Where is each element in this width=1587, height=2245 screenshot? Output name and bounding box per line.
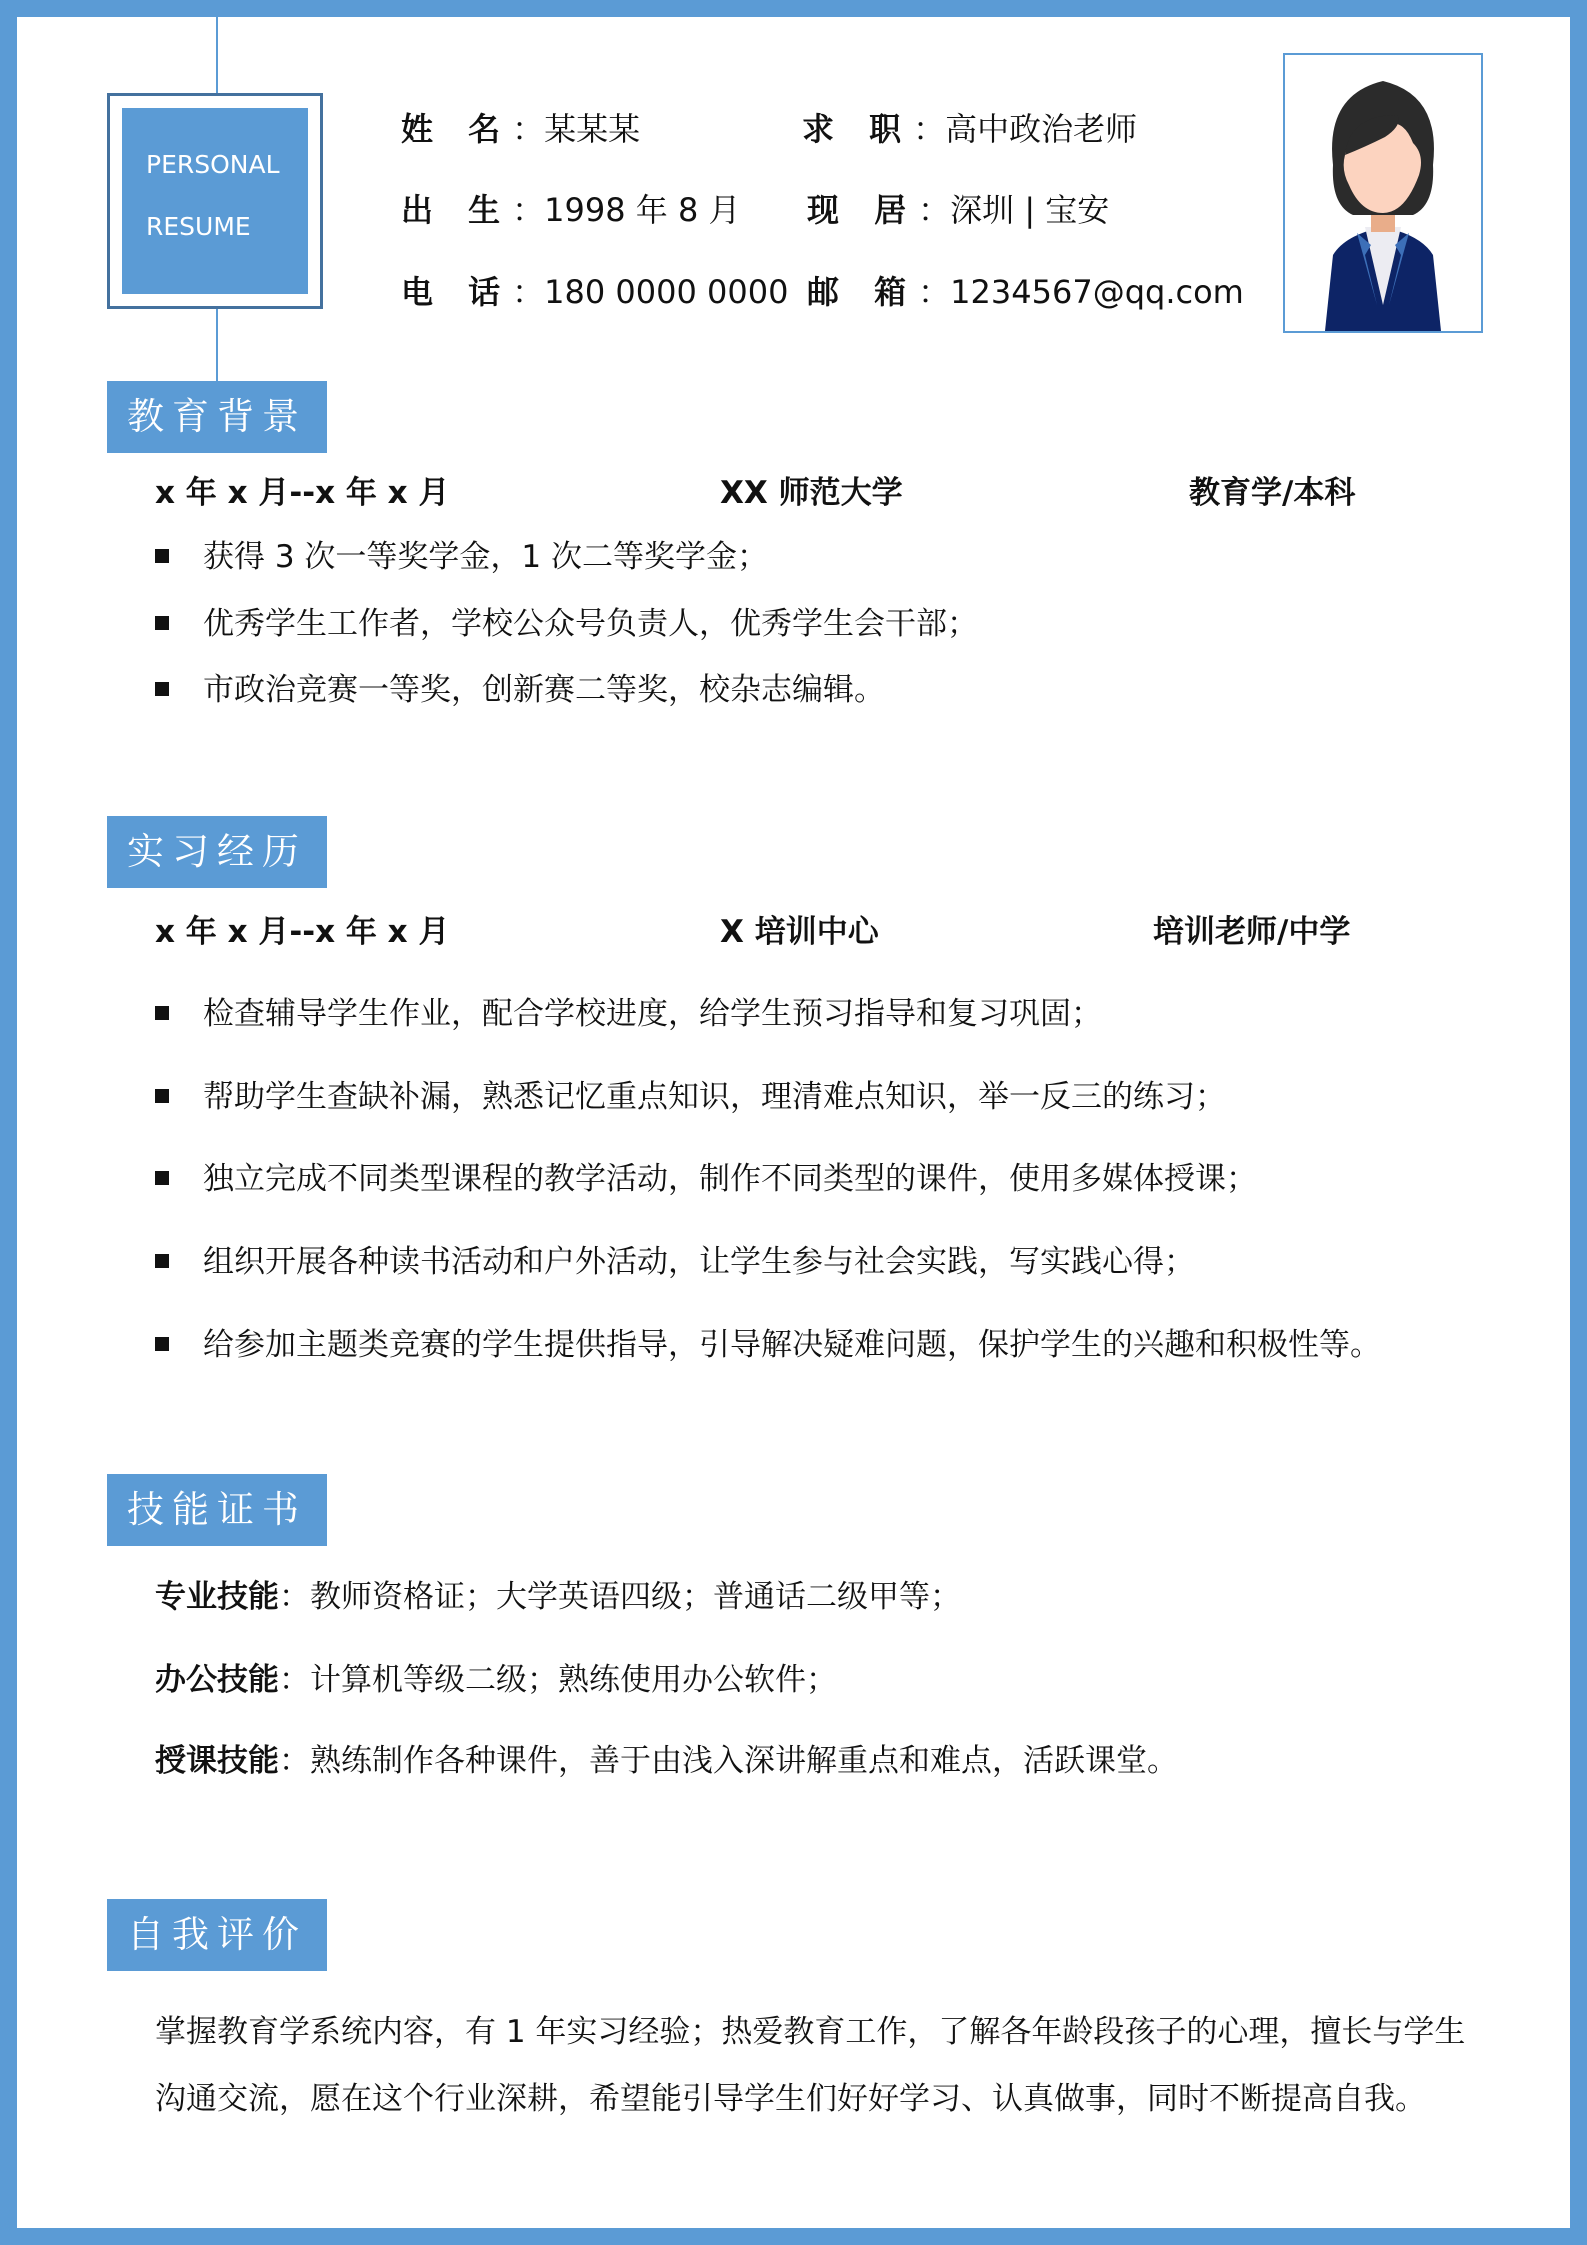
- self-evaluation-text: 掌握教育学系统内容，有 1 年实习经验；热爱教育工作，了解各年龄段孩子的心理，擅长与学生沟通交流，愿在这个行业深耕，希望能引导学生们好好学习、认真做事，同时不断提高自我。: [155, 2014, 1466, 2117]
- personal-resume-badge: [107, 93, 323, 309]
- skill-item: 专业技能：教师资格证；大学英语四级；普通话二级甲等；: [155, 1579, 961, 1615]
- edu-bullet: 获得 3 次一等奖学金，1 次二等奖学金；: [155, 537, 768, 577]
- skill-item: 授课技能：熟练制作各种课件，善于由浅入深讲解重点和难点，活跃课堂。: [155, 1743, 1178, 1779]
- edu-major: 教育学/本科: [1189, 475, 1356, 511]
- skill-item: 办公技能：计算机等级二级；熟练使用办公软件；: [155, 1662, 837, 1698]
- intern-bullet: 检查辅导学生作业，配合学校进度，给学生预习指导和复习巩固；: [155, 994, 1102, 1034]
- section-skills: 技能证书: [107, 1474, 327, 1546]
- section-education: 教育背景: [107, 381, 327, 453]
- profile-photo: [1283, 53, 1483, 333]
- info-email: 邮 箱：1234567@qq.com: [807, 273, 1244, 311]
- intern-date: x 年 x 月--x 年 x 月: [155, 914, 450, 950]
- section-internship: 实习经历: [107, 816, 327, 888]
- connector-line: [216, 17, 218, 93]
- info-phone: 电 话：180 0000 0000: [401, 273, 789, 311]
- edu-bullet: 优秀学生工作者，学校公众号负责人，优秀学生会干部；: [155, 604, 978, 644]
- intern-bullet: 帮助学生查缺补漏，熟悉记忆重点知识，理清难点知识，举一反三的练习；: [155, 1077, 1226, 1117]
- edu-bullet: 市政治竞赛一等奖，创新赛二等奖，校杂志编辑。: [155, 670, 885, 710]
- edu-date: x 年 x 月--x 年 x 月: [155, 475, 450, 511]
- resume-page: [17, 17, 1570, 2228]
- intern-bullet: 组织开展各种读书活动和户外活动，让学生参与社会实践，写实践心得；: [155, 1242, 1195, 1282]
- badge-line2: RESUME: [146, 212, 251, 241]
- edu-school: XX 师范大学: [720, 475, 903, 511]
- info-birth: 出 生：1998 年 8 月: [401, 191, 741, 229]
- section-self-evaluation: 自我评价: [107, 1899, 327, 1971]
- intern-org: X 培训中心: [720, 914, 879, 950]
- avatar-icon: [1285, 55, 1481, 331]
- intern-bullet: 独立完成不同类型课程的教学活动，制作不同类型的课件，使用多媒体授课；: [155, 1159, 1257, 1199]
- info-residence: 现 居：深圳 | 宝安: [807, 191, 1110, 229]
- info-name: 姓 名：某某某: [401, 110, 641, 148]
- badge-line1: PERSONAL: [146, 150, 280, 179]
- info-job: 求 职：高中政治老师: [802, 110, 1138, 148]
- connector-line: [216, 309, 218, 381]
- intern-role: 培训老师/中学: [1153, 914, 1351, 950]
- intern-bullet: 给参加主题类竞赛的学生提供指导，引导解决疑难问题，保护学生的兴趣和积极性等。: [155, 1325, 1381, 1365]
